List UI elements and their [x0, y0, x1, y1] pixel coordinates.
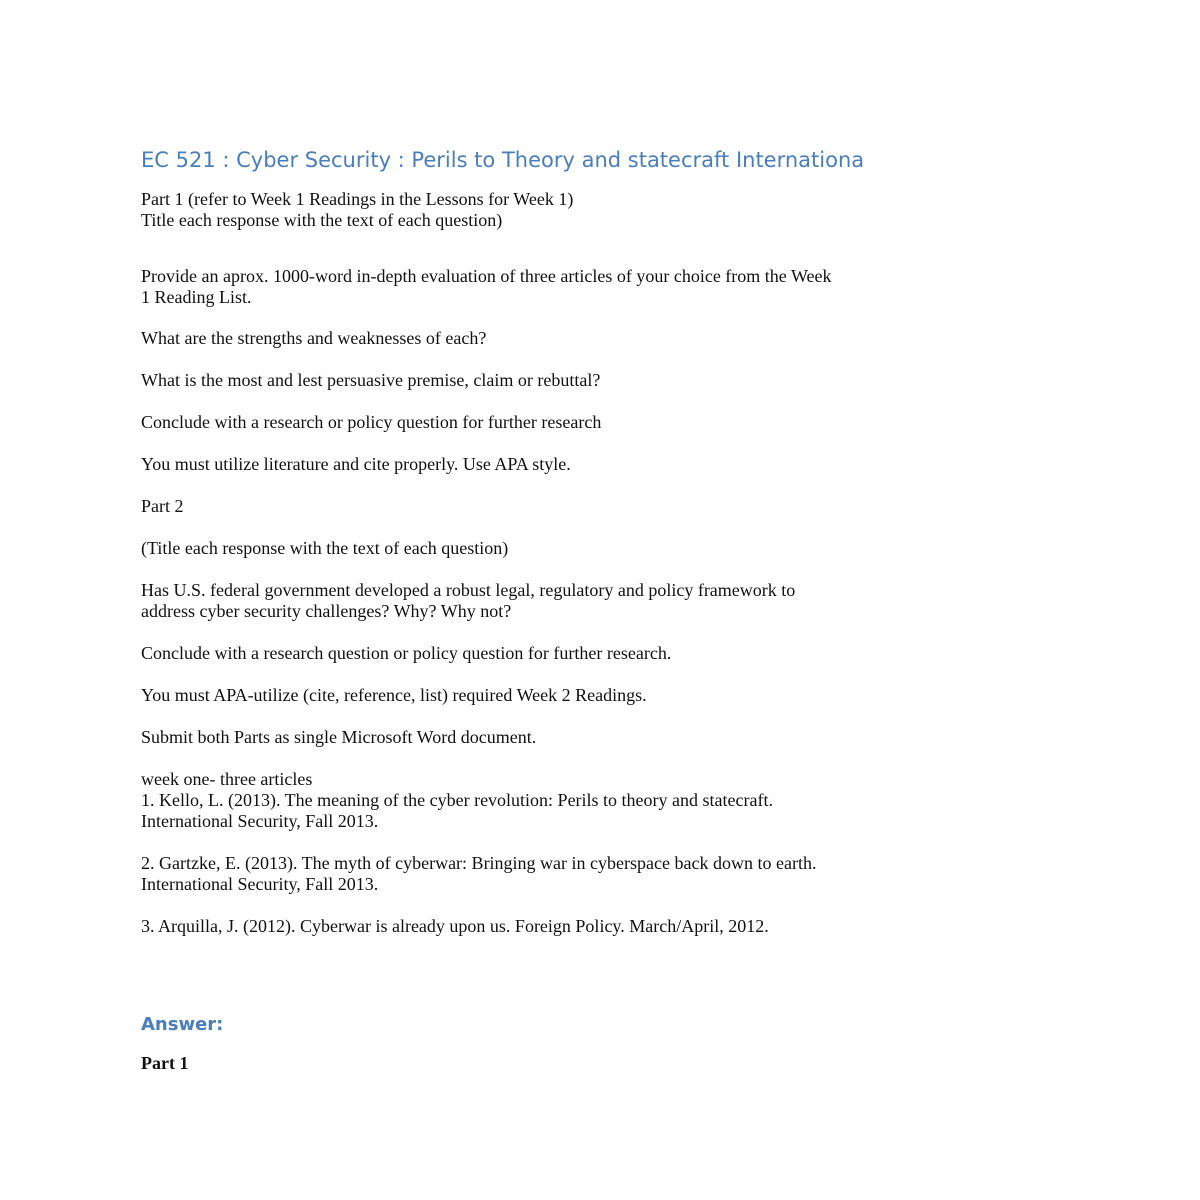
part2-question: [141, 580, 1081, 622]
answer-part1-heading: Part 1: [141, 1053, 189, 1073]
article-3-text: 3. Arquilla, J. (2012). Cyberwar is already upon us. Foreign Policy. March/April, 2012.: [141, 916, 769, 936]
strengths-question: [141, 328, 1081, 349]
article-2-line-1: 2. Gartzke, E. (2013). The myth of cyberwar: Bringing war in cyberspace back down to earth.: [141, 853, 817, 873]
part1-intro-line-1: Part 1 (refer to Week 1 Readings in the Lessons for Week 1): [141, 189, 574, 209]
part2-question-line-1: Has U.S. federal government developed a robust legal, regulatory and policy framework to: [141, 580, 796, 600]
submit-note-text: Submit both Parts as single Microsoft Word document.: [141, 727, 537, 747]
strengths-question-text: What are the strengths and weaknesses of each?: [141, 328, 487, 348]
submit-note: [141, 727, 1081, 748]
part1-prompt: [141, 266, 1081, 308]
document-title: EC 521 : Cyber Security : Perils to Theory and statecraft Internationa: [141, 148, 865, 172]
articles-list: [141, 769, 1081, 832]
article-2: [141, 853, 1081, 895]
part2-title-note: [141, 538, 1081, 559]
article-3: [141, 916, 1081, 937]
part1-intro-line-2: Title each response with the text of each question): [141, 210, 503, 230]
part1-prompt-line-2: 1 Reading List.: [141, 287, 252, 307]
part2-question-line-2: address cyber security challenges? Why? Why not?: [141, 601, 512, 621]
conclude-part2: [141, 643, 1081, 664]
part2-label-text: Part 2: [141, 496, 184, 516]
part1-prompt-line-1: Provide an aprox. 1000-word in-depth evaluation of three articles of your choice from the Week: [141, 266, 832, 286]
article-1-line-2: International Security, Fall 2013.: [141, 811, 379, 831]
part2-title-note-text: (Title each response with the text of each question): [141, 538, 509, 558]
conclude-part1-text: Conclude with a research or policy question for further research: [141, 412, 602, 432]
persuasive-question-text: What is the most and lest persuasive premise, claim or rebuttal?: [141, 370, 601, 390]
apa-part2: [141, 685, 1081, 706]
part1-intro: [141, 189, 1081, 231]
answer-heading: Answer:: [141, 1014, 224, 1035]
conclude-part1: [141, 412, 1081, 433]
article-1-line-1: 1. Kello, L. (2013). The meaning of the cyber revolution: Perils to theory and statecraft.: [141, 790, 773, 810]
document-page: [141, 145, 1081, 1073]
apa-part1-text: You must utilize literature and cite properly. Use APA style.: [141, 454, 571, 474]
apa-part1: [141, 454, 1081, 475]
article-2-line-2: International Security, Fall 2013.: [141, 874, 379, 894]
part2-label: [141, 496, 1081, 517]
apa-part2-text: You must APA-utilize (cite, reference, list) required Week 2 Readings.: [141, 685, 647, 705]
persuasive-question: [141, 370, 1081, 391]
articles-heading: week one- three articles: [141, 769, 313, 789]
conclude-part2-text: Conclude with a research question or policy question for further research.: [141, 643, 672, 663]
